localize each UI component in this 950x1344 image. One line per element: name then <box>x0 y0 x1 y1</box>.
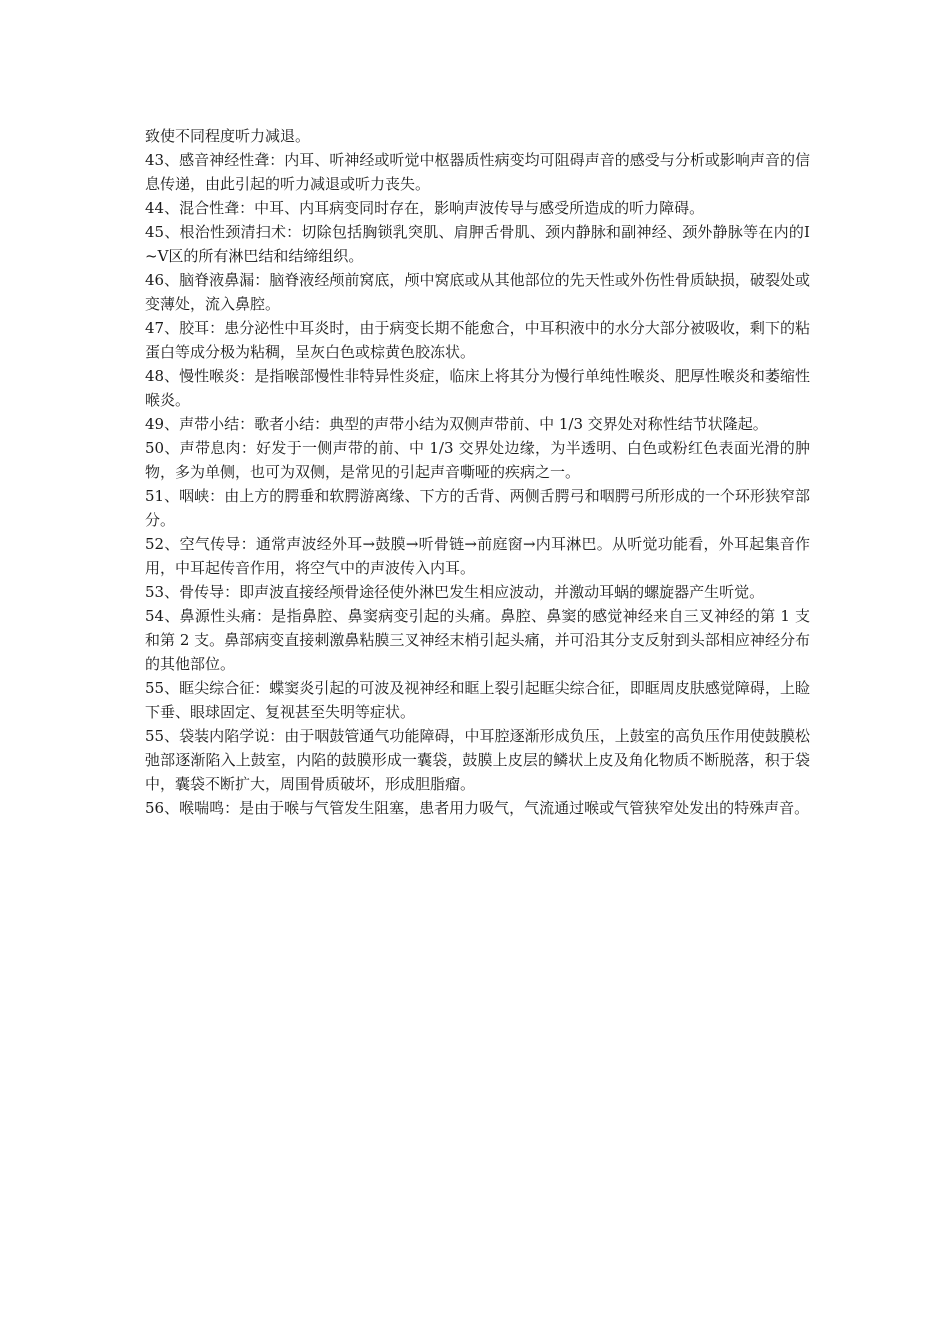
paragraph-continuation: 致使不同程度听力减退。 <box>145 127 311 145</box>
term-48-chronic-laryngitis: 48、慢性喉炎：是指喉部慢性非特异性炎症，临床上将其分为慢行单纯性喉炎、肥厚性喉炎和萎缩性喉炎。 <box>145 367 810 409</box>
term-55-retraction-pocket-theory: 55、袋装内陷学说：由于咽鼓管通气功能障碍，中耳腔逐渐形成负压，上鼓室的高负压作用使鼓膜松弛部逐渐陷入上鼓室，内陷的鼓膜形成一囊袋，鼓膜上皮层的鳞状上皮及角化物质不断脱落，积于袋中，囊袋不断扩大，周围骨质破坏，形成胆脂瘤。 <box>145 727 810 793</box>
term-45-radical-neck-dissection: 45、根治性颈清扫术：切除包括胸锁乳突肌、肩胛舌骨肌、颈内静脉和副神经、颈外静脉等在内的Ⅰ~Ⅴ区的所有淋巴结和结缔组织。 <box>145 223 810 265</box>
term-49-vocal-nodules: 49、声带小结：歌者小结：典型的声带小结为双侧声带前、中 1/3 交界处对称性结节状隆起。 <box>145 415 768 433</box>
term-56-laryngeal-stridor: 56、喉喘鸣：是由于喉与气管发生阻塞，患者用力吸气，气流通过喉或气管狭窄处发出的特殊声音。 <box>145 799 810 817</box>
document-page <box>145 124 810 820</box>
term-52-air-conduction: 52、空气传导：通常声波经外耳→鼓膜→听骨链→前庭窗→内耳淋巴。从听觉功能看，外耳起集音作用，中耳起传音作用，将空气中的声波传入内耳。 <box>145 535 810 577</box>
term-51-isthmus-faucium: 51、咽峡：由上方的腭垂和软腭游离缘、下方的舌背、两侧舌腭弓和咽腭弓所形成的一个环形狭窄部分。 <box>145 487 810 529</box>
term-47-glue-ear: 47、胶耳：患分泌性中耳炎时，由于病变长期不能愈合，中耳积液中的水分大部分被吸收，剩下的粘蛋白等成分极为粘稠，呈灰白色或棕黄色胶冻状。 <box>145 319 810 361</box>
term-44-mixed-deafness: 44、混合性聋：中耳、内耳病变同时存在，影响声波传导与感受所造成的听力障碍。 <box>145 199 705 217</box>
term-50-vocal-polyp: 50、声带息肉：好发于一侧声带的前、中 1/3 交界处边缘，为半透明、白色或粉红色表面光滑的肿物，多为单侧，也可为双侧，是常见的引起声音嘶哑的疾病之一。 <box>145 439 810 481</box>
term-55-orbital-apex-syndrome: 55、眶尖综合征：蝶窦炎引起的可波及视神经和眶上裂引起眶尖综合征，即眶周皮肤感觉障碍，上睑下垂、眼球固定、复视甚至失明等症状。 <box>145 679 810 721</box>
term-54-rhinogenic-headache: 54、鼻源性头痛：是指鼻腔、鼻窦病变引起的头痛。鼻腔、鼻窦的感觉神经来自三叉神经的第 1 支和第 2 支。鼻部病变直接刺激鼻粘膜三叉神经末梢引起头痛，并可沿其分支反射到头部相应神经分布的其他部位。 <box>145 607 810 673</box>
term-53-bone-conduction: 53、骨传导：即声波直接经颅骨途径使外淋巴发生相应波动，并激动耳蜗的螺旋器产生听觉。 <box>145 583 765 601</box>
term-43-sensorineural-deafness: 43、感音神经性聋：内耳、听神经或听觉中枢器质性病变均可阻碍声音的感受与分析或影响声音的信息传递，由此引起的听力减退或听力丧失。 <box>145 151 810 193</box>
term-46-csf-rhinorrhea: 46、脑脊液鼻漏：脑脊液经颅前窝底，颅中窝底或从其他部位的先天性或外伤性骨质缺损，破裂处或变薄处，流入鼻腔。 <box>145 271 810 313</box>
